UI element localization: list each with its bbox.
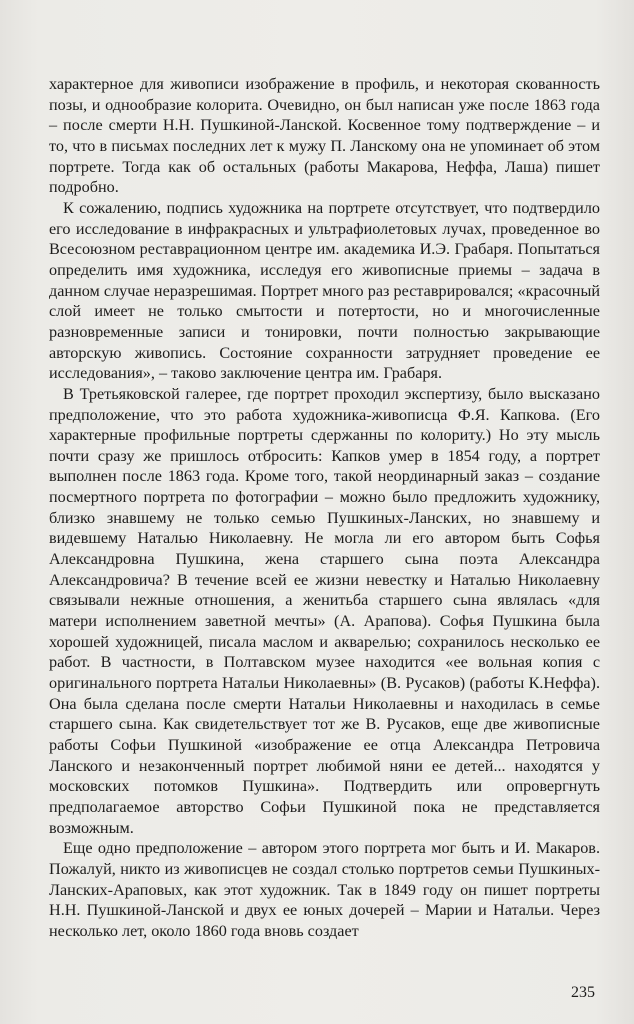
body-text	[49, 74, 600, 942]
page-number: 235	[571, 984, 595, 1001]
paragraph-2: К сожалению, подпись художника на портрете отсутствует, что подтвердило его исследование в инфракрасных и ультрафиолетовых лучах, проведенное во Всесоюзном реставрационном центре им. академика И.Э. Грабаря. Попытаться определить имя художника, исследуя его живописные приемы – задача в данном случае неразрешимая. Портрет много раз реставрировался; «красочный слой имеет не только смытости и потертости, но и многочисленные разновременные записи и тонировки, почти полностью закрывающие авторскую живопись. Состояние сохранности затрудняет проведение ее исследования», – таково заключение центра им. Грабаря.	[49, 198, 600, 383]
paragraph-4: Еще одно предположение – автором этого портрета мог быть и И. Макаров. Пожалуй, никто из живописцев не создал столько портретов семьи Пушкиных-Ланских-Араповых, как этот художник. Так в 1849 году он пишет портреты Н.Н. Пушкиной-Ланской и двух ее юных дочерей – Марии и Натальи. Через несколько лет, около 1860 года вновь создает	[49, 839, 600, 940]
paragraph-1: характерное для живописи изображение в профиль, и некоторая скованность позы, и однообразие колорита. Очевидно, он был написан уже после 1863 года – после смерти Н.Н. Пушкиной-Ланской. Косвенное тому подтверждение – и то, что в письмах последних лет к мужу П. Ланскому она не упоминает об этом портрете. Тогда как об остальных (работы Макарова, Неффа, Лаша) пишет подробно.	[49, 75, 600, 197]
paragraph-3: В Третьяковской галерее, где портрет проходил экспертизу, было высказано предположение, что это работа художника-живописца Ф.Я. Капкова. (Его характерные профильные портреты сдержанны по колориту.) Но эту мысль почти сразу же пришлось отбросить: Капков умер в 1854 году, а портрет выполнен после 1863 года. Кроме того, такой неординарный заказ – создание посмертного портрета по фотографии – можно было предложить художнику, близко знавшему не только семью Пушкиных-Ланских, но знавшему и видевшему Наталью Николаевну. Не могла ли его автором быть Софья Александровна Пушкина, жена старшего сына поэта Александра Александровича? В течение всей ее жизни невестку и Наталью Николаевну связывали нежные отношения, а женитьба старшего сына являлась «для матери исполнением заветной мечты» (А. Арапова). Софья Пушкина была хорошей художницей, писала маслом и акварелью; сохранилось несколько ее работ. В частности, в Полтавском музее находится «ее вольная копия с оригинального портрета Натальи Николаевны» (В. Русаков) (работы К.Неффа). Она была сделана после смерти Натальи Николаевны и находилась в семье старшего сына. Как свидетельствует тот же В. Русаков, еще две живописные работы Софьи Пушкиной «изображение ее отца Александра Петровича Ланского и незаконченный портрет любимой няни ее детей... находятся у московских потомков Пушкина». Подтвердить или опровергнуть предполагаемое авторство Софьи Пушкиной пока не представляется возможным.	[49, 384, 600, 837]
